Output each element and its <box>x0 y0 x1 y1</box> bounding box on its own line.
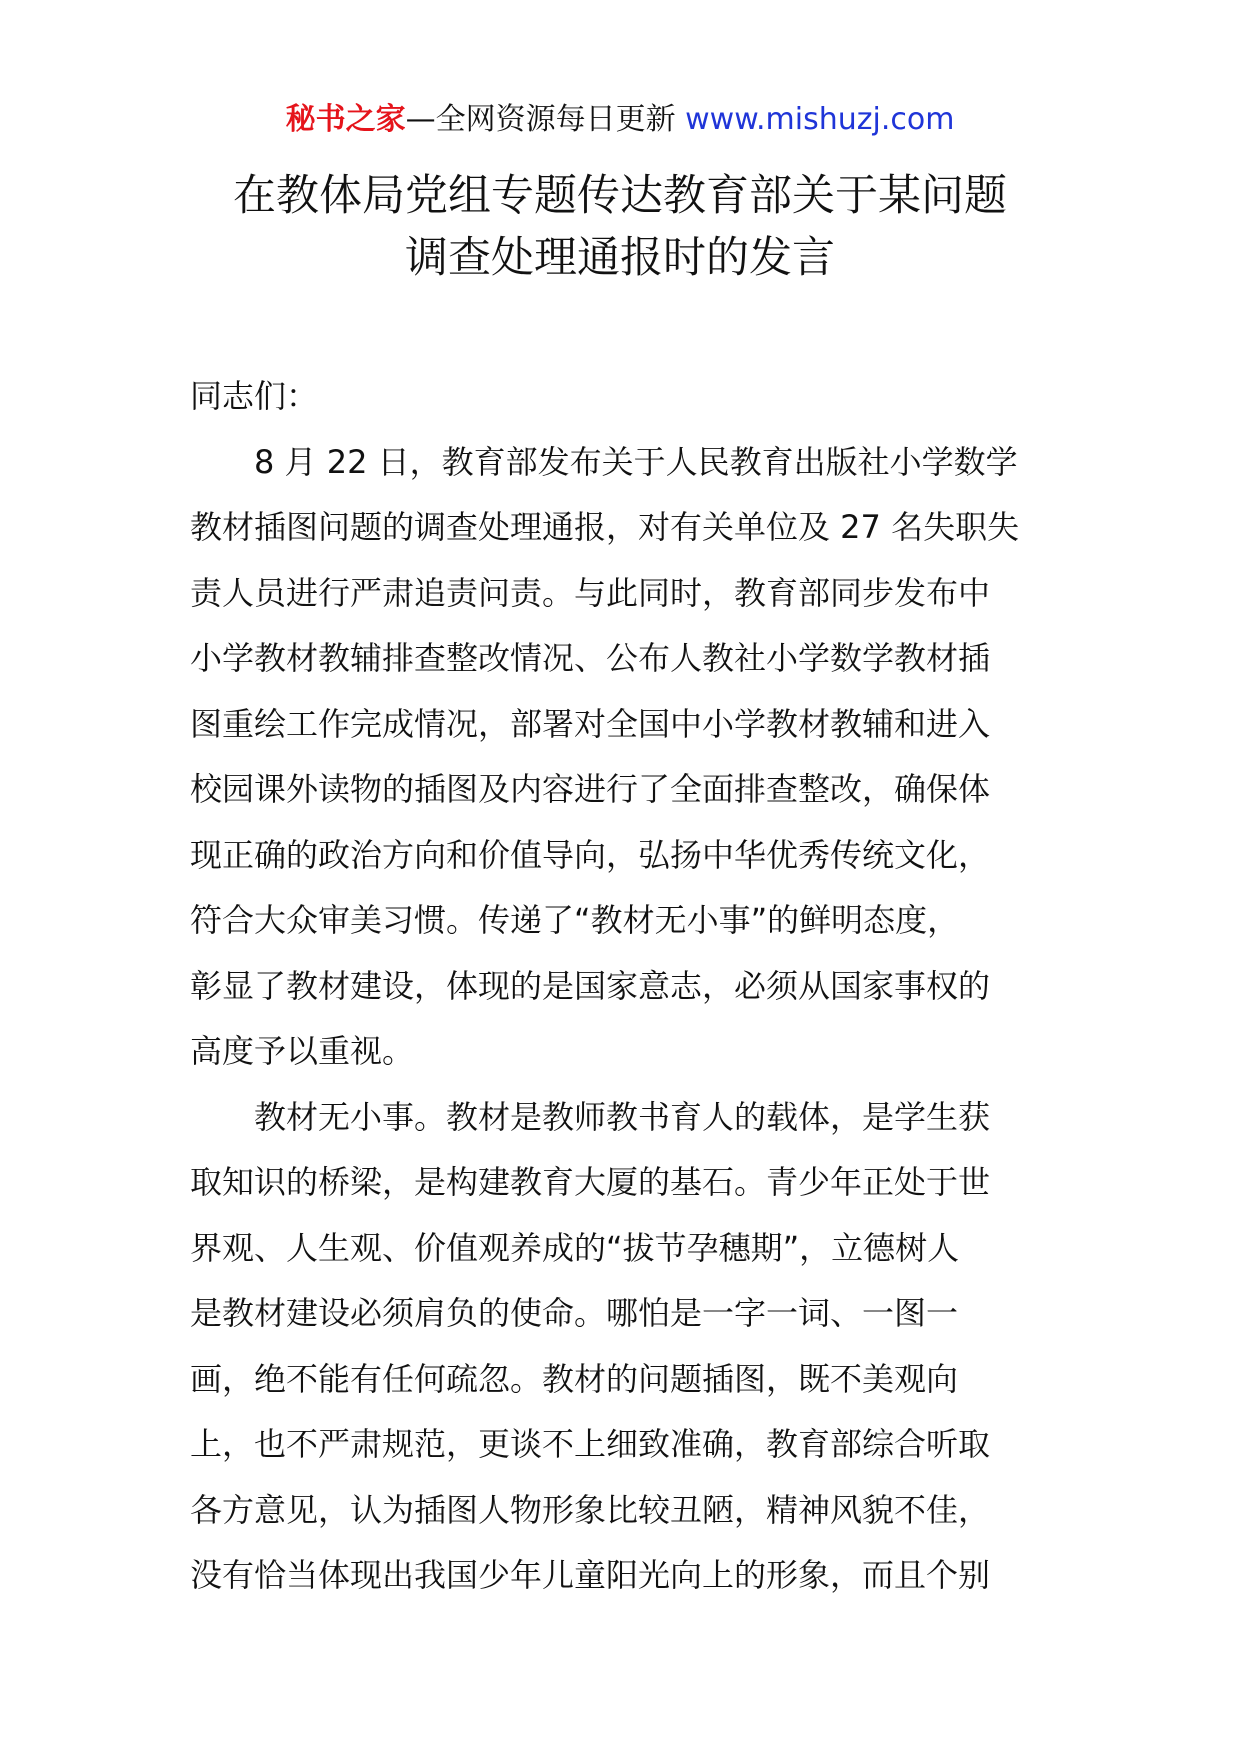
paragraph-2-line: 界观、人生观、价值观养成的“拔节孕穗期”，立德树人 <box>190 1228 960 1267</box>
paragraph-2-line: 各方意见，认为插图人物形象比较丑陋，精神风貌不佳， <box>190 1490 991 1529</box>
paragraph-1-line: 图重绘工作完成情况，部署对全国中小学教材教辅和进入 <box>190 704 991 743</box>
paragraph-2-line: 上，也不严肃规范，更谈不上细致准确，教育部综合听取 <box>190 1425 991 1463</box>
paragraph-2-line: 是教材建设必须肩负的使命。哪怕是一字一词、一图一 <box>190 1294 959 1332</box>
header-slogan: —全网资源每日更新 <box>405 102 676 137</box>
salutation: 同志们： <box>190 377 319 415</box>
paragraph-1-line: 现正确的政治方向和价值导向，弘扬中华优秀传统文化， <box>190 835 991 874</box>
paragraph-1-line: 8 月 22 日，教育部发布关于人民教育出版社小学数学 <box>254 442 1018 481</box>
document-title <box>0 165 1240 289</box>
title-line-1: 在教体局党组专题传达教育部关于某问题 <box>233 171 1007 221</box>
paragraph-1-line: 彰显了教材建设，体现的是国家意志，必须从国家事权的 <box>190 966 991 1005</box>
paragraph-2-line: 没有恰当体现出我国少年儿童阳光向上的形象，而且个别 <box>190 1556 991 1594</box>
paragraph-2-line: 教材无小事。教材是教师教书育人的载体，是学生获 <box>254 1097 991 1136</box>
brand-name: 秘书之家 <box>285 102 406 137</box>
site-url-link[interactable]: www.mishuzj.com <box>685 102 955 137</box>
paragraph-1-line: 校园课外读物的插图及内容进行了全面排查整改，确保体 <box>190 770 991 808</box>
paragraph-1-line: 责人员进行严肃追责问责。与此同时，教育部同步发布中 <box>190 573 991 612</box>
paragraph-2-line: 画，绝不能有任何疏忽。教材的问题插图，既不美观向 <box>190 1359 959 1398</box>
paragraph-1-line: 高度予以重视。 <box>190 1032 415 1070</box>
paragraph-1-line: 小学教材教辅排查整改情况、公布人教社小学数学教材插 <box>190 639 991 677</box>
paragraph-2-line: 取知识的桥梁，是构建教育大厦的基石。青少年正处于世 <box>190 1163 991 1201</box>
document-body <box>190 364 1060 1609</box>
paragraph-1-line: 符合大众审美习惯。传递了“教材无小事”的鲜明态度， <box>190 901 960 939</box>
paragraph-1-line: 教材插图问题的调查处理通报，对有关单位及 27 名失职失 <box>190 508 1020 546</box>
title-line-2: 调查处理通报时的发言 <box>405 233 835 283</box>
site-header <box>0 100 1240 140</box>
